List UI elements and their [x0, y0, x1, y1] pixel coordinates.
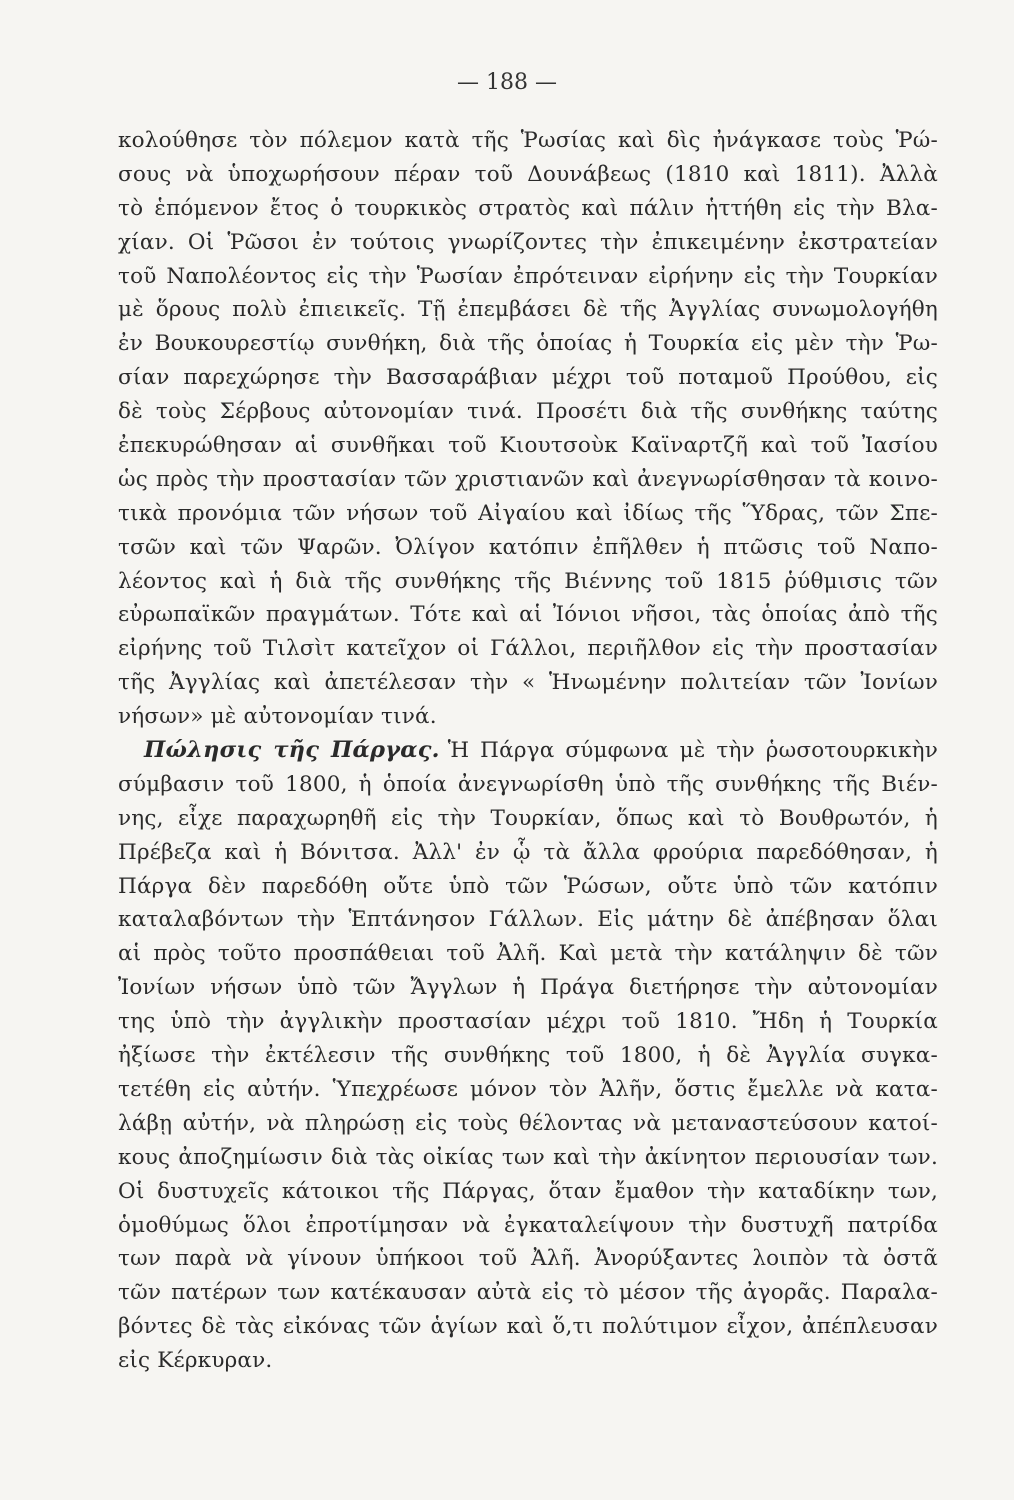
text-line: δὲ τοὺς Σέρβους αὐτονομίαν τινά. Προσέτι διὰ τῆς συνθήκης ταύτης: [118, 399, 938, 425]
text-line: σύμβασιν τοῦ 1800, ἡ ὁποία ἀνεγνωρίσθη ὑπὸ τῆς συνθήκης τῆς Βιέν-: [118, 771, 938, 797]
text-line: τῆς Ἀγγλίας καὶ ἀπετέλεσαν τὴν « Ἡνωμένην πολιτείαν τῶν Ἰονίων: [118, 670, 938, 696]
text-line: σίαν παρεχώρησε τὴν Βασσαράβιαν μέχρι τοῦ ποταμοῦ Προύθου, εἰς: [118, 365, 938, 391]
text-line: ὁμοθύμως ὅλοι ἐπροτίμησαν νὰ ἐγκαταλείψουν τὴν δυστυχῆ πατρίδα: [118, 1212, 938, 1238]
text-line: τοῦ Ναπολέοντος εἰς τὴν Ῥωσίαν ἐπρότειναν εἰρήνην εἰς τὴν Τουρκίαν: [118, 263, 938, 289]
text-line: νης, εἶχε παραχωρηθῆ εἰς τὴν Τουρκίαν, ὅπως καὶ τὸ Βουθρωτόν, ἡ: [118, 805, 938, 831]
text-line: λάβῃ αὐτήν, νὰ πληρώσῃ εἰς τοὺς θέλοντας νὰ μεταναστεύσουν κατοί-: [118, 1110, 938, 1136]
text-line: ἠξίωσε τὴν ἐκτέλεσιν τῆς συνθήκης τοῦ 1800, ἡ δὲ Ἀγγλία συγκα-: [118, 1043, 938, 1069]
text-line: Πρέβεζα καὶ ἡ Βόνιτσα. Ἀλλ' ἐν ᾧ τὰ ἄλλα φρούρια παρεδόθησαν, ἡ: [118, 839, 938, 865]
text-line: εὐρωπαϊκῶν πραγμάτων. Τότε καὶ αἱ Ἰόνιοι νῆσοι, τὰς ὁποίας ἀπὸ τῆς: [118, 602, 938, 628]
text-line: Πάργα δὲν παρεδόθη οὔτε ὑπὸ τῶν Ῥώσων, οὔτε ὑπὸ τῶν κατόπιν: [118, 873, 938, 899]
text-line: σους νὰ ὑποχωρήσουν πέραν τοῦ Δουνάβεως (1810 καὶ 1811). Ἀλλὰ: [118, 161, 938, 187]
text-line: λέοντος καὶ ἡ διὰ τῆς συνθήκης τῆς Βιέννης τοῦ 1815 ῥύθμισις τῶν: [118, 568, 938, 594]
text-line: Οἱ δυστυχεῖς κάτοικοι τῆς Πάργας, ὅταν ἔμαθον τὴν καταδίκην των,: [118, 1178, 938, 1204]
text-line: ἐπεκυρώθησαν αἱ συνθῆκαι τοῦ Κιουτσοὺκ Καϊναρτζῆ καὶ τοῦ Ἰασίου: [118, 433, 938, 459]
text-line-last: εἰς Κέρκυραν.: [118, 1348, 273, 1374]
text-line: αἱ πρὸς τοῦτο προσπάθειαι τοῦ Ἀλῆ. Καὶ μετὰ τὴν κατάληψιν δὲ τῶν: [118, 941, 938, 967]
text-line-first: [118, 734, 938, 768]
text-line: ὡς πρὸς τὴν προστασίαν τῶν χριστιανῶν καὶ ἀνεγνωρίσθησαν τὰ κοινο-: [118, 466, 938, 492]
text-line: εἰρήνης τοῦ Τιλσὶτ κατεῖχον οἱ Γάλλοι, περιῆλθον εἰς τὴν προστασίαν: [118, 636, 938, 662]
paragraph-treaty-bucharest: [118, 124, 938, 734]
section-heading: Πώλησις τῆς Πάργας.: [144, 737, 440, 764]
text-line: μὲ ὅρους πολὺ ἐπιεικεῖς. Τῇ ἐπεμβάσει δὲ τῆς Ἀγγλίας συνωμολογήθη: [118, 297, 938, 323]
page-number: — 188 —: [457, 70, 557, 95]
text-line: βόντες δὲ τὰς εἰκόνας τῶν ἁγίων καὶ ὅ,τι πολύτιμον εἶχον, ἀπέπλευσαν: [118, 1314, 938, 1340]
text-line: των παρὰ νὰ γίνουν ὑπήκοοι τοῦ Ἀλῆ. Ἀνορύξαντες λοιπὸν τὰ ὀστᾶ: [118, 1246, 938, 1272]
text-line: τετέθη εἰς αὐτήν. Ὑπεχρέωσε μόνον τὸν Ἀλῆν, ὅστις ἔμελλε νὰ κατα-: [118, 1076, 938, 1102]
text-line: καταλαβόντων τὴν Ἑπτάνησον Γάλλων. Εἰς μάτην δὲ ἀπέβησαν ὅλαι: [118, 907, 938, 933]
text-line: κολούθησε τὸν πόλεμον κατὰ τῆς Ῥωσίας καὶ δὶς ἠνάγκασε τοὺς Ῥώ-: [118, 128, 938, 153]
text-line: κους ἀποζημίωσιν διὰ τὰς οἰκίας των καὶ τὴν ἀκίνητον περιουσίαν των.: [118, 1144, 938, 1170]
text-line: χίαν. Οἱ Ῥῶσοι ἐν τούτοις γνωρίζοντες τὴν ἐπικειμένην ἐκστρατείαν: [118, 229, 938, 255]
text-run: Ἡ Πάργα σύμφωνα μὲ τὴν ῥωσοτουρκικὴν: [447, 738, 938, 764]
text-line: Ἰονίων νήσων ὑπὸ τῶν Ἄγγλων ἡ Πράγα διετήρησε τὴν αὐτονομίαν: [118, 975, 938, 1001]
text-line-last: νήσων» μὲ αὐτονομίαν τινά.: [118, 704, 437, 730]
paragraph-sale-of-parga: [118, 734, 938, 1378]
text-line: τσῶν καὶ τῶν Ψαρῶν. Ὀλίγον κατόπιν ἐπῆλθεν ἡ πτῶσις τοῦ Ναπο-: [118, 534, 938, 560]
body-text: [118, 124, 938, 1378]
text-line: ἐν Βουκουρεστίῳ συνθήκη, διὰ τῆς ὁποίας ἡ Τουρκία εἰς μὲν τὴν Ῥω-: [118, 331, 938, 357]
text-line: τὸ ἑπόμενον ἔτος ὁ τουρκικὸς στρατὸς καὶ πάλιν ἡττήθη εἰς τὴν Βλα-: [118, 195, 938, 221]
text-line: τικὰ προνόμια τῶν νήσων τοῦ Αἰγαίου καὶ ἰδίως τῆς Ὕδρας, τῶν Σπε-: [118, 500, 938, 526]
text-line: τῶν πατέρων των κατέκαυσαν αὐτὰ εἰς τὸ μέσον τῆς ἀγορᾶς. Παραλα-: [118, 1280, 938, 1306]
text-line: της ὑπὸ τὴν ἀγγλικὴν προστασίαν μέχρι τοῦ 1810. Ἤδη ἡ Τουρκία: [118, 1009, 938, 1035]
